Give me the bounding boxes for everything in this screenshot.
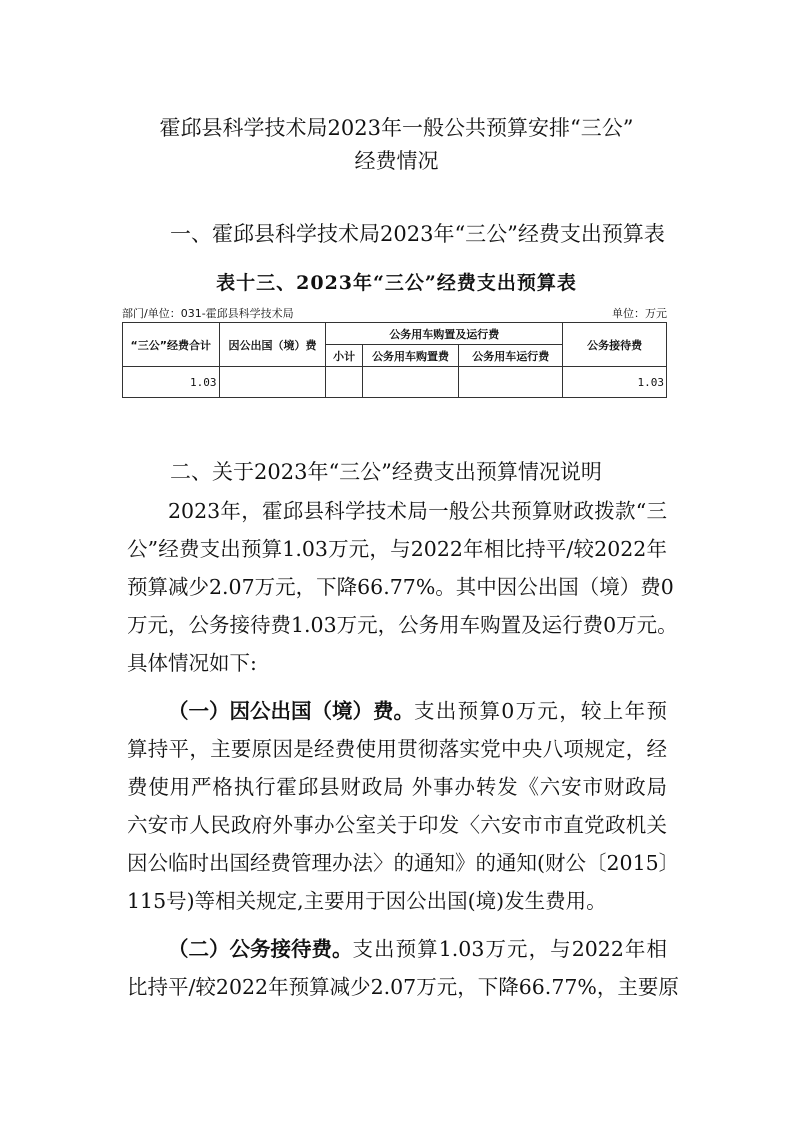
para2-heading: （一）因公出国（境）费。	[168, 699, 414, 723]
para3-line: 比持平/较2022年预算减少2.07万元，下降66.77%，主要原	[127, 975, 679, 999]
para1-line: 万元，公务接待费1.03万元，公务用车购置及运行费0万元。	[127, 613, 678, 637]
header-reception: 公务接待费	[563, 323, 667, 367]
para3-heading: （二）公务接待费。	[168, 937, 353, 961]
para3-line: 支出预算1.03万元，与2022年相	[352, 937, 667, 961]
cell-car-run	[459, 367, 563, 398]
para1-line: 公”经费支出预算1.03万元，与2022年相比持平/较2022年	[127, 537, 667, 561]
section2-heading: 二、关于2023年“三公”经费支出预算情况说明	[170, 460, 602, 484]
para1-line: 具体情况如下:	[127, 651, 257, 675]
para3-first-line	[168, 936, 667, 962]
cell-total: 1.03	[123, 367, 220, 398]
unit-label: 单位：万元	[612, 307, 667, 320]
cell-car-buy	[362, 367, 459, 398]
para2-line: 115号)等相关规定,主要用于因公出国(境)发生费用。	[127, 889, 607, 913]
doc-title-line1: 霍邱县科学技术局2023年一般公共预算安排“三公”	[159, 116, 634, 140]
para2-line: 算持平，主要原因是经费使用贯彻落实党中央八项规定，经	[127, 737, 667, 761]
table-row	[123, 367, 667, 398]
header-car: 公务用车购置及运行费	[326, 323, 563, 345]
para1-line: 预算减少2.07万元，下降66.77%。其中因公出国（境）费0	[127, 575, 674, 599]
table-title: 表十三、2023年“三公”经费支出预算表	[216, 272, 577, 294]
cell-subtotal	[326, 367, 362, 398]
budget-table	[122, 322, 667, 398]
section1-heading: 一、霍邱县科学技术局2023年“三公”经费支出预算表	[170, 222, 665, 246]
header-total: “三公”经费合计	[123, 323, 220, 367]
cell-reception: 1.03	[563, 367, 667, 398]
dept-label: 部门/单位：031-霍邱县科学技术局	[122, 307, 294, 320]
para2-line: 支出预算0万元，较上年预	[414, 699, 667, 723]
para2-line: 因公临时出国经费管理办法〉的通知》的通知(财公〔2015〕	[127, 851, 680, 875]
para2-first-line	[168, 698, 667, 724]
header-abroad: 因公出国（境）费	[219, 323, 326, 367]
para2-line: 费使用严格执行霍邱县财政局 外事办转发《六安市财政局	[127, 775, 667, 799]
header-car-run: 公务用车运行费	[459, 345, 563, 367]
cell-abroad	[219, 367, 326, 398]
header-subtotal: 小计	[326, 345, 362, 367]
para1-line: 2023年，霍邱县科学技术局一般公共预算财政拨款“三	[168, 499, 667, 523]
para2-line: 六安市人民政府外事办公室关于印发〈六安市市直党政机关	[127, 813, 667, 837]
header-car-buy: 公务用车购置费	[362, 345, 459, 367]
doc-title-line2: 经费情况	[354, 149, 439, 173]
